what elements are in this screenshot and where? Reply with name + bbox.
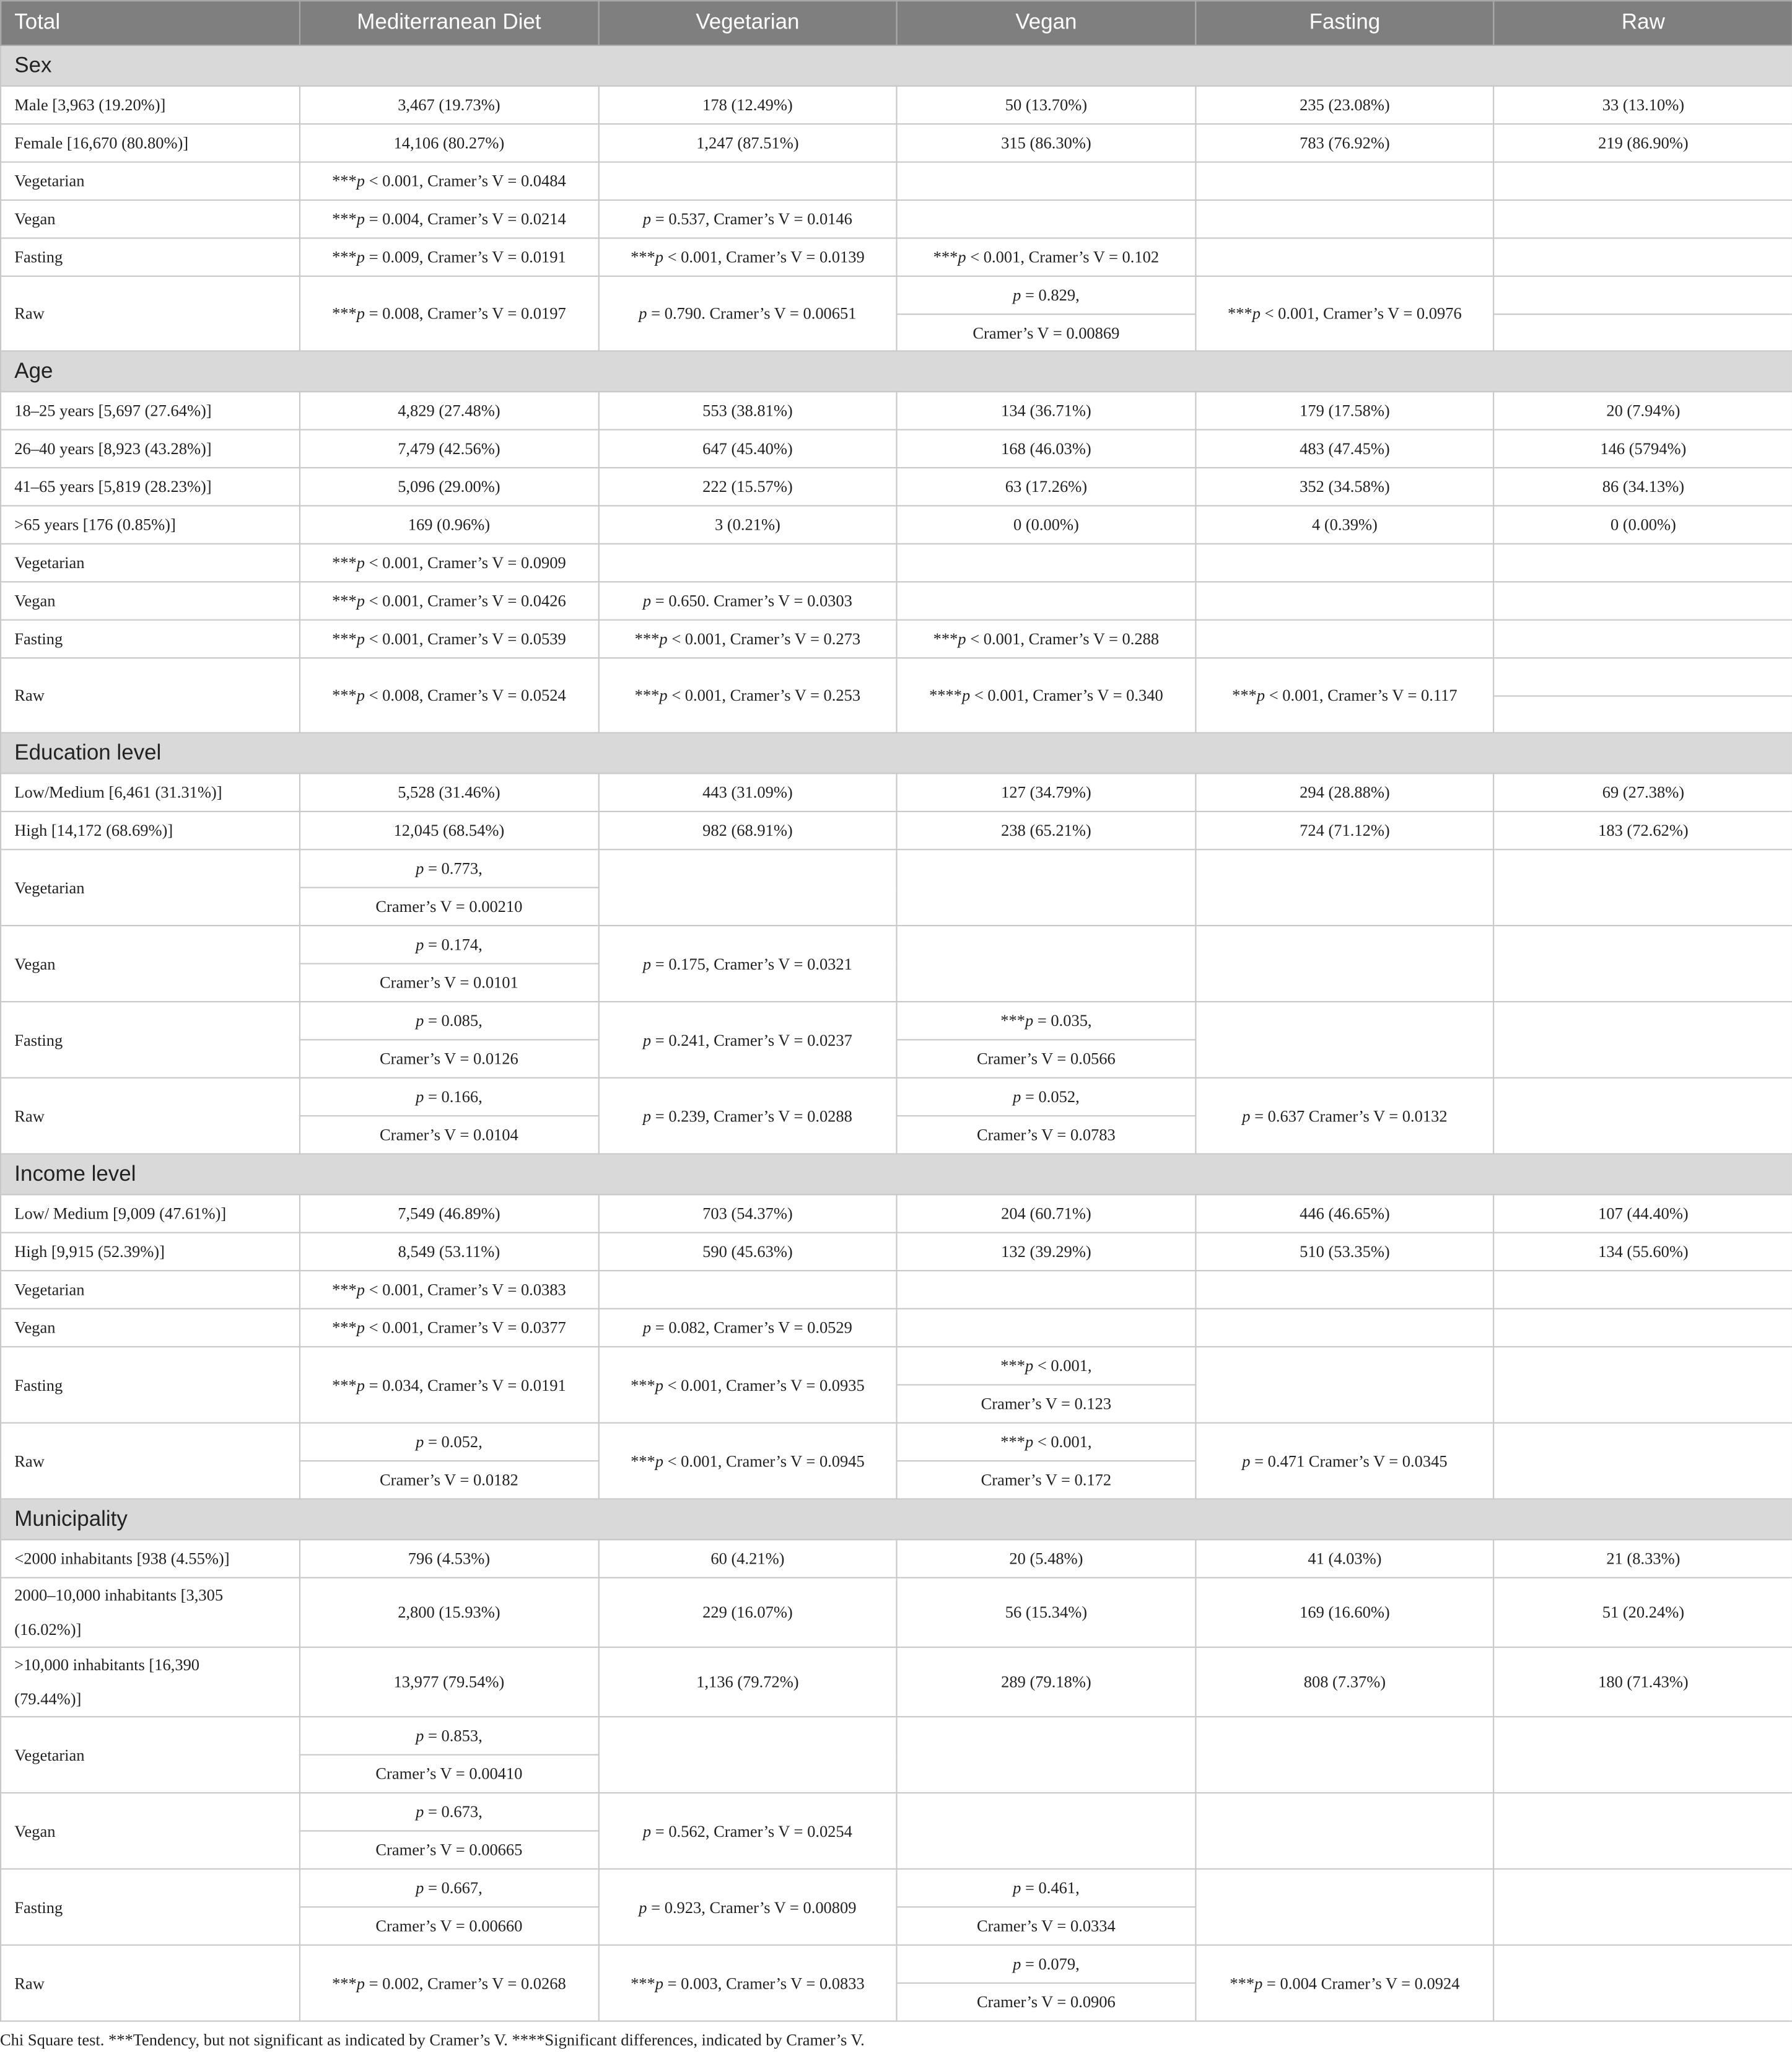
cell: 5,528 (31.46%) bbox=[300, 773, 598, 811]
cell: 1,136 (79.72%) bbox=[598, 1647, 897, 1717]
cell: 2,800 (15.93%) bbox=[300, 1578, 598, 1647]
test-cell: ***p = 0.034, Cramer’s V = 0.0191 bbox=[300, 1347, 598, 1423]
test-cell: p = 0.175, Cramer’s V = 0.0321 bbox=[598, 926, 897, 1002]
row-label: Low/Medium [6,461 (31.31%)] bbox=[1, 773, 300, 811]
row-label: Vegan bbox=[1, 582, 300, 620]
section-title-sex: Sex bbox=[1, 45, 1792, 86]
cell: 132 (39.29%) bbox=[897, 1233, 1195, 1271]
header-row bbox=[1, 1, 1792, 45]
test-cell: p = 0.052, bbox=[300, 1423, 598, 1461]
cell: 289 (79.18%) bbox=[897, 1647, 1195, 1717]
cell: 169 (16.60%) bbox=[1195, 1578, 1494, 1647]
row-label: Fasting bbox=[1, 1869, 300, 1945]
row-label: Fasting bbox=[1, 1347, 300, 1423]
header-raw: Raw bbox=[1494, 1, 1792, 45]
test-cell: p = 0.650. Cramer’s V = 0.0303 bbox=[598, 582, 897, 620]
cell: 352 (34.58%) bbox=[1195, 468, 1494, 506]
test-cell: p = 0.537, Cramer’s V = 0.0146 bbox=[598, 200, 897, 238]
test-cell: Cramer’s V = 0.00869 bbox=[897, 314, 1195, 351]
test-row bbox=[1, 162, 1792, 200]
test-cell: ***p = 0.003, Cramer’s V = 0.0833 bbox=[598, 1945, 897, 2021]
test-cell: p = 0.562, Cramer’s V = 0.0254 bbox=[598, 1793, 897, 1869]
test-cell: p = 0.853, bbox=[300, 1717, 598, 1754]
row-label-line1: >10,000 inhabitants [16,390 bbox=[14, 1655, 200, 1675]
test-row bbox=[1, 1309, 1792, 1347]
cell: 443 (31.09%) bbox=[598, 773, 897, 811]
header-mediterranean: Mediterranean Diet bbox=[300, 1, 598, 45]
test-cell: ***p = 0.009, Cramer’s V = 0.0191 bbox=[300, 238, 598, 276]
table-row bbox=[1, 773, 1792, 811]
table-row bbox=[1, 468, 1792, 506]
cell: 4,829 (27.48%) bbox=[300, 392, 598, 429]
test-cell: Cramer’s V = 0.00210 bbox=[300, 888, 598, 926]
table-row bbox=[1, 1233, 1792, 1271]
row-label: Male [3,963 (19.20%)] bbox=[1, 86, 300, 124]
test-cell: ***p = 0.002, Cramer’s V = 0.0268 bbox=[300, 1945, 598, 2021]
test-cell: ***p < 0.001, Cramer’s V = 0.288 bbox=[897, 620, 1195, 658]
test-cell: Cramer’s V = 0.0906 bbox=[897, 1983, 1195, 2021]
cell: 235 (23.08%) bbox=[1195, 86, 1494, 124]
cell: 315 (86.30%) bbox=[897, 124, 1195, 162]
cell: 446 (46.65%) bbox=[1195, 1194, 1494, 1232]
row-label: Vegan bbox=[1, 1793, 300, 1869]
cell: 219 (86.90%) bbox=[1494, 124, 1792, 162]
test-row bbox=[1, 926, 1792, 963]
row-label: Raw bbox=[1, 1078, 300, 1154]
cell: 0 (0.00%) bbox=[1494, 506, 1792, 543]
test-cell: p = 0.239, Cramer’s V = 0.0288 bbox=[598, 1078, 897, 1154]
test-row bbox=[1, 1717, 1792, 1754]
cell: 590 (45.63%) bbox=[598, 1233, 897, 1271]
test-row bbox=[1, 620, 1792, 658]
test-row bbox=[1, 544, 1792, 582]
row-label bbox=[1, 1647, 300, 1717]
test-cell: p = 0.241, Cramer’s V = 0.0237 bbox=[598, 1002, 897, 1078]
cell: 63 (17.26%) bbox=[897, 468, 1195, 506]
cell: 60 (4.21%) bbox=[598, 1539, 897, 1577]
cell: 1,247 (87.51%) bbox=[598, 124, 897, 162]
test-cell: p = 0.471 Cramer’s V = 0.0345 bbox=[1195, 1423, 1494, 1499]
test-row bbox=[1, 1078, 1792, 1116]
cell: 7,549 (46.89%) bbox=[300, 1194, 598, 1232]
test-cell: ***p < 0.001, Cramer’s V = 0.0484 bbox=[300, 162, 598, 200]
test-cell: ***p < 0.001, Cramer’s V = 0.102 bbox=[897, 238, 1195, 276]
test-cell: Cramer’s V = 0.0126 bbox=[300, 1040, 598, 1077]
cell: 134 (55.60%) bbox=[1494, 1233, 1792, 1271]
cell: 179 (17.58%) bbox=[1195, 392, 1494, 429]
cell: 8,549 (53.11%) bbox=[300, 1233, 598, 1271]
test-cell: Cramer’s V = 0.0334 bbox=[897, 1907, 1195, 1945]
test-cell: ***p < 0.001, Cramer’s V = 0.0935 bbox=[598, 1347, 897, 1423]
row-label: Vegan bbox=[1, 200, 300, 238]
test-cell: p = 0.667, bbox=[300, 1869, 598, 1907]
cell: 56 (15.34%) bbox=[897, 1578, 1195, 1647]
cell: 20 (5.48%) bbox=[897, 1539, 1195, 1577]
test-row bbox=[1, 849, 1792, 887]
test-cell: ***p < 0.001, Cramer’s V = 0.253 bbox=[598, 658, 897, 733]
row-label: High [14,172 (68.69%)] bbox=[1, 812, 300, 849]
cell: 168 (46.03%) bbox=[897, 430, 1195, 468]
cell: 238 (65.21%) bbox=[897, 812, 1195, 849]
cell: 483 (47.45%) bbox=[1195, 430, 1494, 468]
row-label: Female [16,670 (80.80%)] bbox=[1, 124, 300, 162]
section-title-age: Age bbox=[1, 351, 1792, 392]
cell: 0 (0.00%) bbox=[897, 506, 1195, 543]
cell: 553 (38.81%) bbox=[598, 392, 897, 429]
cell: 204 (60.71%) bbox=[897, 1194, 1195, 1232]
row-label-line1: 2000–10,000 inhabitants [3,305 bbox=[14, 1586, 224, 1605]
cell: 229 (16.07%) bbox=[598, 1578, 897, 1647]
row-label: Vegetarian bbox=[1, 162, 300, 200]
table-row bbox=[1, 86, 1792, 124]
row-label: Vegetarian bbox=[1, 849, 300, 926]
test-cell: Cramer’s V = 0.0101 bbox=[300, 964, 598, 1002]
section-title-education: Education level bbox=[1, 733, 1792, 774]
header-vegetarian: Vegetarian bbox=[598, 1, 897, 45]
test-cell: ***p < 0.001, Cramer’s V = 0.117 bbox=[1195, 658, 1494, 733]
row-label: Fasting bbox=[1, 620, 300, 658]
row-label: Raw bbox=[1, 1423, 300, 1499]
cell: 21 (8.33%) bbox=[1494, 1539, 1792, 1577]
cell: 796 (4.53%) bbox=[300, 1539, 598, 1577]
test-cell: p = 0.461, bbox=[897, 1869, 1195, 1907]
test-cell: Cramer’s V = 0.0182 bbox=[300, 1461, 598, 1499]
cell: 180 (71.43%) bbox=[1494, 1647, 1792, 1717]
row-label: Raw bbox=[1, 1945, 300, 2021]
cell: 50 (13.70%) bbox=[897, 86, 1195, 124]
row-label: Fasting bbox=[1, 238, 300, 276]
test-cell: Cramer’s V = 0.123 bbox=[897, 1385, 1195, 1422]
test-row bbox=[1, 1423, 1792, 1461]
row-label: Vegetarian bbox=[1, 1271, 300, 1308]
test-cell: ***p < 0.001, Cramer’s V = 0.0139 bbox=[598, 238, 897, 276]
table-row bbox=[1, 124, 1792, 162]
test-row bbox=[1, 1347, 1792, 1385]
test-row bbox=[1, 200, 1792, 238]
table-footnote: Chi Square test. ***Tendency, but not significant as indicated by Cramer’s V. ****Significant differences, indicated by Cramer’s V. bbox=[0, 2031, 865, 2050]
test-row bbox=[1, 582, 1792, 620]
test-cell: p = 0.166, bbox=[300, 1078, 598, 1116]
cell: 808 (7.37%) bbox=[1195, 1647, 1494, 1717]
test-cell: p = 0.773, bbox=[300, 849, 598, 887]
row-label: Vegetarian bbox=[1, 544, 300, 582]
cell: 4 (0.39%) bbox=[1195, 506, 1494, 543]
test-cell: Cramer’s V = 0.0783 bbox=[897, 1116, 1195, 1154]
test-cell: ***p < 0.001, Cramer’s V = 0.0383 bbox=[300, 1271, 598, 1308]
cell: 127 (34.79%) bbox=[897, 773, 1195, 811]
test-cell: Cramer’s V = 0.00660 bbox=[300, 1907, 598, 1945]
table-row bbox=[1, 392, 1792, 429]
cell: 294 (28.88%) bbox=[1195, 773, 1494, 811]
table-row bbox=[1, 812, 1792, 849]
test-cell: p = 0.673, bbox=[300, 1793, 598, 1831]
cell: 3 (0.21%) bbox=[598, 506, 897, 543]
test-row bbox=[1, 658, 1792, 696]
test-cell: p = 0.052, bbox=[897, 1078, 1195, 1116]
test-cell: ***p < 0.001, Cramer’s V = 0.0377 bbox=[300, 1309, 598, 1347]
test-row bbox=[1, 1945, 1792, 1983]
cell: 146 (5794%) bbox=[1494, 430, 1792, 468]
test-cell: p = 0.923, Cramer’s V = 0.00809 bbox=[598, 1869, 897, 1945]
test-cell: ***p < 0.001, Cramer’s V = 0.273 bbox=[598, 620, 897, 658]
cell: 14,106 (80.27%) bbox=[300, 124, 598, 162]
test-row bbox=[1, 1793, 1792, 1831]
cell: 134 (36.71%) bbox=[897, 392, 1195, 429]
cell: 724 (71.12%) bbox=[1195, 812, 1494, 849]
cell: 982 (68.91%) bbox=[598, 812, 897, 849]
cell: 41 (4.03%) bbox=[1195, 1539, 1494, 1577]
table-row bbox=[1, 506, 1792, 543]
test-cell: Cramer’s V = 0.172 bbox=[897, 1461, 1195, 1499]
row-label: >65 years [176 (0.85%)] bbox=[1, 506, 300, 543]
cell: 107 (44.40%) bbox=[1494, 1194, 1792, 1232]
table-row bbox=[1, 1539, 1792, 1577]
cell: 20 (7.94%) bbox=[1494, 392, 1792, 429]
cell: 33 (13.10%) bbox=[1494, 86, 1792, 124]
cell: 13,977 (79.54%) bbox=[300, 1647, 598, 1717]
test-row bbox=[1, 1869, 1792, 1907]
test-row bbox=[1, 276, 1792, 314]
test-cell: p = 0.637 Cramer’s V = 0.0132 bbox=[1195, 1078, 1494, 1154]
test-cell: Cramer’s V = 0.0104 bbox=[300, 1116, 598, 1154]
test-cell: p = 0.085, bbox=[300, 1002, 598, 1040]
cell: 69 (27.38%) bbox=[1494, 773, 1792, 811]
cell: 178 (12.49%) bbox=[598, 86, 897, 124]
test-cell: p = 0.829, bbox=[897, 276, 1195, 314]
test-cell: ***p < 0.001, Cramer’s V = 0.0909 bbox=[300, 544, 598, 582]
test-cell: ***p < 0.001, Cramer’s V = 0.0539 bbox=[300, 620, 598, 658]
test-row bbox=[1, 1002, 1792, 1040]
test-cell: ***p = 0.008, Cramer’s V = 0.0197 bbox=[300, 276, 598, 351]
row-label-line2: (79.44%)] bbox=[14, 1689, 82, 1709]
cell: 169 (0.96%) bbox=[300, 506, 598, 543]
table-row bbox=[1, 1647, 1792, 1717]
section-title-municipality: Municipality bbox=[1, 1499, 1792, 1540]
cell: 783 (76.92%) bbox=[1195, 124, 1494, 162]
test-cell: ***p = 0.004 Cramer’s V = 0.0924 bbox=[1195, 1945, 1494, 2021]
cell: 222 (15.57%) bbox=[598, 468, 897, 506]
cell: 86 (34.13%) bbox=[1494, 468, 1792, 506]
cell: 703 (54.37%) bbox=[598, 1194, 897, 1232]
row-label: Vegetarian bbox=[1, 1717, 300, 1793]
test-cell: Cramer’s V = 0.0566 bbox=[897, 1040, 1195, 1077]
test-cell: ***p < 0.001, Cramer’s V = 0.0945 bbox=[598, 1423, 897, 1499]
test-cell: p = 0.082, Cramer’s V = 0.0529 bbox=[598, 1309, 897, 1347]
section-title-income: Income level bbox=[1, 1154, 1792, 1195]
test-cell: ***p < 0.008, Cramer’s V = 0.0524 bbox=[300, 658, 598, 733]
test-row bbox=[1, 238, 1792, 276]
row-label: Low/ Medium [9,009 (47.61%)] bbox=[1, 1194, 300, 1232]
row-label: 41–65 years [5,819 (28.23%)] bbox=[1, 468, 300, 506]
cell: 510 (53.35%) bbox=[1195, 1233, 1494, 1271]
test-cell: ****p < 0.001, Cramer’s V = 0.340 bbox=[897, 658, 1195, 733]
test-cell: ***p < 0.001, Cramer’s V = 0.0426 bbox=[300, 582, 598, 620]
test-cell: p = 0.174, bbox=[300, 926, 598, 963]
row-label: 26–40 years [8,923 (43.28%)] bbox=[1, 430, 300, 468]
row-label-line2: (16.02%)] bbox=[14, 1620, 82, 1639]
test-row bbox=[1, 1271, 1792, 1308]
cell: 51 (20.24%) bbox=[1494, 1578, 1792, 1647]
test-cell: ***p = 0.035, bbox=[897, 1002, 1195, 1040]
header-vegan: Vegan bbox=[897, 1, 1195, 45]
row-label: Vegan bbox=[1, 1309, 300, 1347]
row-label bbox=[1, 1578, 300, 1647]
test-cell: ***p < 0.001, bbox=[897, 1423, 1195, 1461]
row-label: Vegan bbox=[1, 926, 300, 1002]
header-fasting: Fasting bbox=[1195, 1, 1494, 45]
header-total: Total bbox=[1, 1, 300, 45]
cell: 3,467 (19.73%) bbox=[300, 86, 598, 124]
cell: 5,096 (29.00%) bbox=[300, 468, 598, 506]
table-row bbox=[1, 1194, 1792, 1232]
cell: 12,045 (68.54%) bbox=[300, 812, 598, 849]
test-cell: ***p = 0.004, Cramer’s V = 0.0214 bbox=[300, 200, 598, 238]
row-label: Fasting bbox=[1, 1002, 300, 1078]
cell: 7,479 (42.56%) bbox=[300, 430, 598, 468]
cell: 647 (45.40%) bbox=[598, 430, 897, 468]
test-cell: p = 0.079, bbox=[897, 1945, 1195, 1983]
test-cell: Cramer’s V = 0.00665 bbox=[300, 1831, 598, 1868]
row-label: High [9,915 (52.39%)] bbox=[1, 1233, 300, 1271]
row-label: Raw bbox=[1, 658, 300, 733]
test-cell: ***p < 0.001, bbox=[897, 1347, 1195, 1385]
table-row bbox=[1, 430, 1792, 468]
row-label: <2000 inhabitants [938 (4.55%)] bbox=[1, 1539, 300, 1577]
test-cell: p = 0.790. Cramer’s V = 0.00651 bbox=[598, 276, 897, 351]
table-row bbox=[1, 1578, 1792, 1647]
test-cell: ***p < 0.001, Cramer’s V = 0.0976 bbox=[1195, 276, 1494, 351]
test-cell: Cramer’s V = 0.00410 bbox=[300, 1755, 598, 1793]
row-label: Raw bbox=[1, 276, 300, 351]
cell: 183 (72.62%) bbox=[1494, 812, 1792, 849]
row-label: 18–25 years [5,697 (27.64%)] bbox=[1, 392, 300, 429]
